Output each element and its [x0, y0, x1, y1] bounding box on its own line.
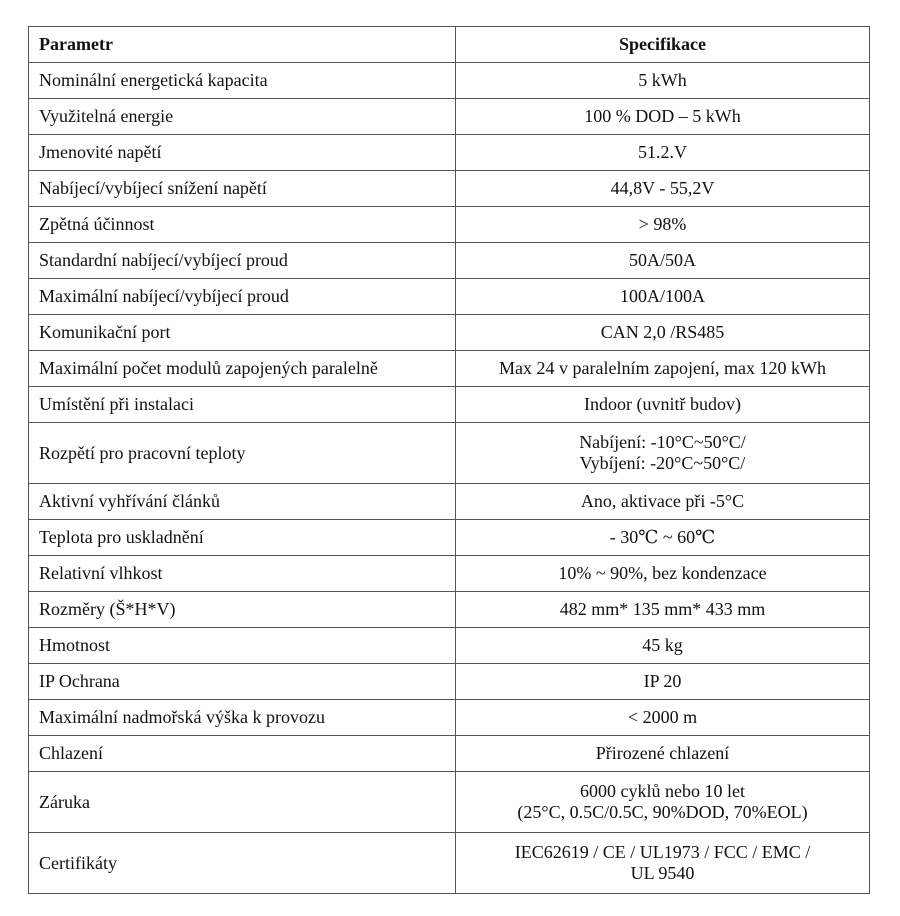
table-row: [29, 664, 870, 700]
specification-cell: [456, 556, 870, 592]
parameter-cell: Nabíjecí/vybíjecí snížení napětí: [29, 171, 456, 207]
specification-cell: [456, 664, 870, 700]
table-row: [29, 135, 870, 171]
parameter-cell: Komunikační port: [29, 315, 456, 351]
specification-line: (25°C, 0.5C/0.5C, 90%DOD, 70%EOL): [517, 802, 808, 822]
parameter-cell: Rozměry (Š*H*V): [29, 592, 456, 628]
specification-cell: [456, 700, 870, 736]
parameter-cell: Maximální počet modulů zapojených paralelně: [29, 351, 456, 387]
column-header-parameter: Parametr: [29, 27, 456, 63]
table-row: [29, 99, 870, 135]
specification-line: Indoor (uvnitř budov): [584, 394, 741, 414]
specification-line: Vybíjení: -20°C~50°C/: [579, 453, 746, 473]
parameter-cell: Jmenovité napětí: [29, 135, 456, 171]
specification-cell: [456, 592, 870, 628]
specification-table: [28, 26, 870, 894]
specification-cell: [456, 772, 870, 833]
specification-cell: [456, 387, 870, 423]
specification-line: UL 9540: [630, 863, 695, 883]
table-row: [29, 484, 870, 520]
specification-cell: [456, 351, 870, 387]
parameter-cell: IP Ochrana: [29, 664, 456, 700]
parameter-cell: Hmotnost: [29, 628, 456, 664]
parameter-cell: Relativní vlhkost: [29, 556, 456, 592]
specification-line: Nabíjení: -10°C~50°C/: [579, 432, 746, 452]
parameter-cell: Záruka: [29, 772, 456, 833]
parameter-cell: Chlazení: [29, 736, 456, 772]
specification-cell: [456, 423, 870, 484]
table-row: [29, 387, 870, 423]
table-row: [29, 592, 870, 628]
specification-line: 6000 cyklů nebo 10 let: [580, 781, 745, 801]
specification-line: IP 20: [643, 671, 682, 691]
table-row: [29, 700, 870, 736]
parameter-cell: Využitelná energie: [29, 99, 456, 135]
table-row: [29, 315, 870, 351]
table-row: [29, 833, 870, 894]
table-row: [29, 736, 870, 772]
column-header-specification: Specifikace: [456, 27, 870, 63]
table-body: [29, 63, 870, 894]
specification-line: - 30℃ ~ 60℃: [609, 527, 716, 547]
specification-line: CAN 2,0 /RS485: [600, 322, 725, 342]
table-row: [29, 207, 870, 243]
table-row: [29, 279, 870, 315]
specification-cell: [456, 243, 870, 279]
specification-cell: [456, 135, 870, 171]
parameter-cell: Umístění při instalaci: [29, 387, 456, 423]
specification-cell: [456, 520, 870, 556]
parameter-cell: Nominální energetická kapacita: [29, 63, 456, 99]
specification-line: Max 24 v paralelním zapojení, max 120 kWh: [499, 358, 826, 378]
specification-line: 5 kWh: [638, 70, 687, 90]
table-header-row: [29, 27, 870, 63]
table-row: [29, 423, 870, 484]
specification-line: IEC62619 / CE / UL1973 / FCC / EMC /: [514, 842, 811, 862]
table-row: [29, 556, 870, 592]
table-row: [29, 171, 870, 207]
specification-cell: [456, 99, 870, 135]
table-row: [29, 351, 870, 387]
parameter-cell: Teplota pro uskladnění: [29, 520, 456, 556]
table-row: [29, 63, 870, 99]
table-row: [29, 243, 870, 279]
specification-line: 10% ~ 90%, bez kondenzace: [558, 563, 767, 583]
specification-line: 100A/100A: [620, 286, 705, 306]
specification-line: 482 mm* 135 mm* 433 mm: [559, 599, 766, 619]
specification-line: 50A/50A: [629, 250, 696, 270]
parameter-cell: Standardní nabíjecí/vybíjecí proud: [29, 243, 456, 279]
specification-line: < 2000 m: [627, 707, 698, 727]
table-row: [29, 772, 870, 833]
parameter-cell: Maximální nabíjecí/vybíjecí proud: [29, 279, 456, 315]
parameter-cell: Aktivní vyhřívání článků: [29, 484, 456, 520]
specification-cell: [456, 484, 870, 520]
specification-cell: [456, 736, 870, 772]
specification-line: Ano, aktivace při -5°C: [580, 491, 745, 511]
specification-cell: [456, 315, 870, 351]
parameter-cell: Zpětná účinnost: [29, 207, 456, 243]
parameter-cell: Maximální nadmořská výška k provozu: [29, 700, 456, 736]
table-row: [29, 628, 870, 664]
specification-line: Přirozené chlazení: [595, 743, 730, 763]
parameter-cell: Rozpětí pro pracovní teploty: [29, 423, 456, 484]
specification-cell: [456, 63, 870, 99]
specification-cell: [456, 833, 870, 894]
table-row: [29, 520, 870, 556]
specification-cell: [456, 171, 870, 207]
specification-cell: [456, 279, 870, 315]
specification-cell: [456, 628, 870, 664]
parameter-cell: Certifikáty: [29, 833, 456, 894]
specification-line: 44,8V - 55,2V: [610, 178, 715, 198]
specification-line: 45 kg: [642, 635, 683, 655]
specification-line: > 98%: [638, 214, 687, 234]
specification-line: 100 % DOD – 5 kWh: [584, 106, 741, 126]
specification-cell: [456, 207, 870, 243]
specification-line: 51.2.V: [638, 142, 687, 162]
